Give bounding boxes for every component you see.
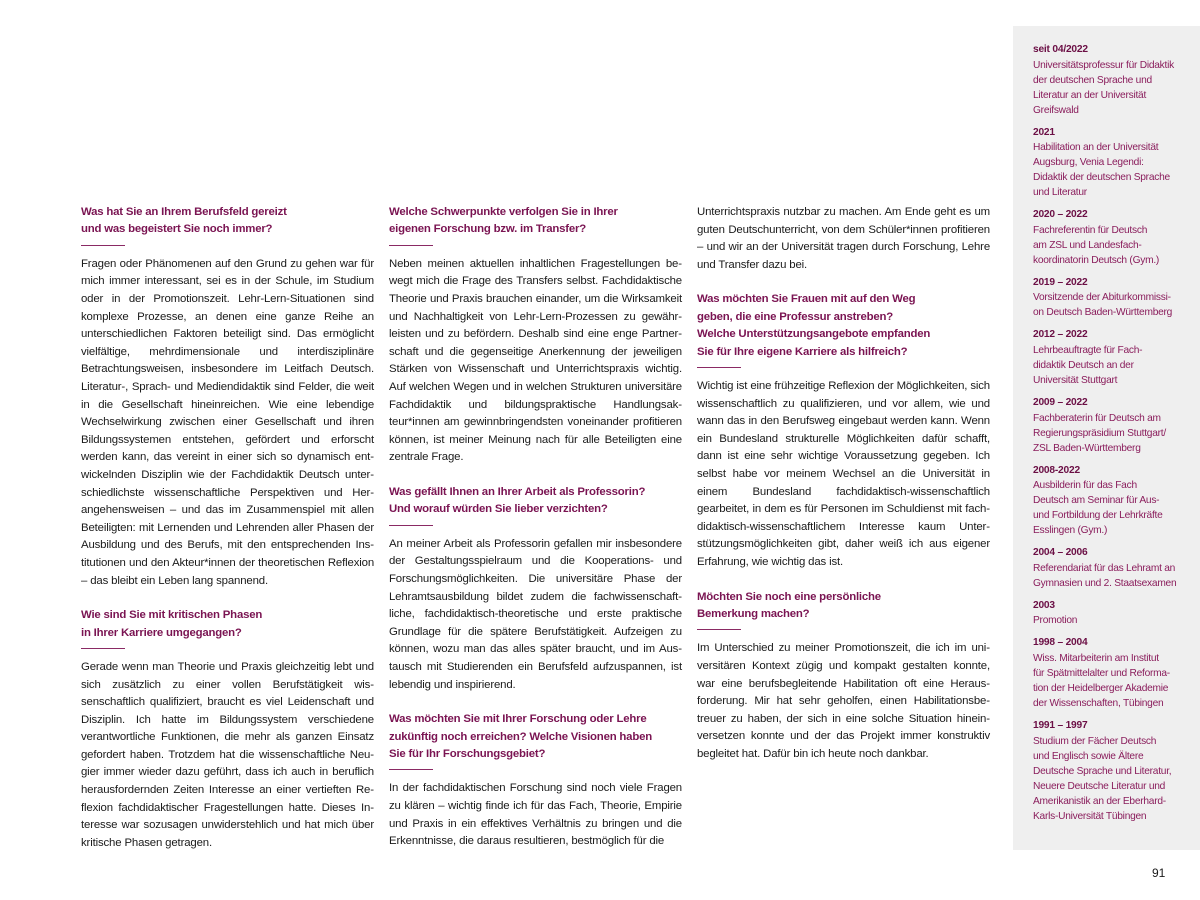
- cv-entry: [1033, 208, 1200, 268]
- page-number: 91: [1152, 866, 1166, 880]
- cv-description: Ausbilderin für das Fach Deutsch am Seminar für Aus- und Fortbildung der Lehrkräfte Esslingen (Gym.): [1033, 480, 1163, 537]
- cv-entry: [1033, 276, 1200, 321]
- cv-entry: [1033, 464, 1200, 539]
- answer-paragraph: Im Unterschied zu meiner Promotionszeit, die ich im universitären Kontext zügig und kompakt gestalten konnte, war eine berufsbegleitende Habilitation oft eine Herausforderung. Mir hat sehr geholfen, einen Habilitationsbetreuer zu haben, der sich in eine solche Situation hineinversetzen konnte und der das Projekt immer konstruktiv begleitet hat. Dafür bin ich heute noch dankbar.: [697, 642, 990, 760]
- question-heading: Wie sind Sie mit kritischen Phasen in Ihrer Karriere umgegangen?: [81, 609, 263, 639]
- cv-date: 1998 – 2004: [1033, 637, 1088, 649]
- heading-rule: [697, 367, 741, 368]
- cv-description: Fachberaterin für Deutsch am Regierungspräsidium Stuttgart/ ZSL Baden-Württemberg: [1033, 412, 1166, 454]
- cv-description: Promotion: [1033, 615, 1078, 627]
- cv-date: 2019 – 2022: [1033, 276, 1088, 288]
- cv-date: 2004 – 2006: [1033, 547, 1088, 559]
- interview-section: [389, 711, 682, 851]
- answer-paragraph: An meiner Arbeit als Professorin gefallen mir insbesondere der Gestaltungsspielraum und die Kooperations- und Forschungsmöglichkeiten. Die universitäre Phase der Lehramtsausbildung bildet zudem die fachwissenschaftliche, fachdidaktisch-theoretische und erste praktische Grundlage für die spätere Berufstätigkeit. Aufzeigen zu können, wozu man das alles später braucht, und im Austausch mit Studierenden ein Berufsfeld aufzuspannen, ist lebendig und inspirierend.: [389, 537, 682, 691]
- cv-description: Habilitation an der Universität Augsburg, Venia Legendi: Didaktik der deutschen Sprache und Literatur: [1033, 142, 1170, 199]
- cv-entry: [1033, 43, 1200, 118]
- cv-description: Fachreferentin für Deutsch am ZSL und Landesfach- koordinatorin Deutsch (Gym.): [1033, 224, 1160, 266]
- cv-sidebar: [1013, 26, 1200, 850]
- question-heading: Was hat Sie an Ihrem Berufsfeld gereizt und was begeistert Sie noch immer?: [81, 206, 287, 236]
- cv-description: Lehrbeauftragte für Fach- didaktik Deutsch an der Universität Stuttgart: [1033, 344, 1143, 386]
- heading-rule: [389, 245, 433, 246]
- cv-description: Referendariat für das Lehramt an Gymnasien und 2. Staatsexamen: [1033, 562, 1177, 589]
- interview-section: [81, 607, 374, 852]
- cv-entry: [1033, 328, 1200, 388]
- cv-date: 2012 – 2022: [1033, 329, 1088, 341]
- cv-entry: [1033, 599, 1200, 629]
- heading-rule: [697, 629, 741, 630]
- cv-date: 2003: [1033, 599, 1055, 611]
- heading-rule: [81, 648, 125, 649]
- cv-date: 2021: [1033, 126, 1055, 138]
- cv-date: 2020 – 2022: [1033, 209, 1088, 221]
- interview-column-1: [81, 204, 374, 869]
- interview-column-2: [389, 204, 682, 868]
- cv-entry: [1033, 636, 1200, 711]
- interview-section: [389, 484, 682, 694]
- cv-description: Studium der Fächer Deutsch und Englisch sowie Ältere Deutsche Sprache und Literatur, Neuere Deutsche Literatur und Amerikanistik an der Eberhard- Karls-Universität Tübingen: [1033, 735, 1172, 822]
- answer-paragraph: Wichtig ist eine frühzeitige Reflexion der Möglichkeiten, sich wissenschaftlich zu qualifizieren, und vor allem, wie und wann das in den Berufsweg eingebaut werden kann. Wenn ein Bundesland strukturelle Möglichkeiten dafür schafft, dann ist eine sehr wichtige Voraussetzung gegeben. Ich selbst habe vor meinem Wechsel an die Universität in einem Bundesland fachdidaktisch-wissenschaftlich gearbeitet, in dem es für Personen im Schuldienst mit fachdidaktisch-wissenschaftlichem Interesse kaum Unterstützungsmöglichkeiten gibt, daher weiß ich aus eigener Erfahrung, wie wichtig das ist.: [697, 380, 990, 568]
- question-heading: Welche Schwerpunkte verfolgen Sie in Ihrer eigenen Forschung bzw. im Transfer?: [389, 206, 618, 236]
- interview-section: [81, 204, 374, 590]
- answer-paragraph: Gerade wenn man Theorie und Praxis gleichzeitig lebt und sich zusätzlich zu einer vollen Berufstätigkeit wissenschaftlich qualifiziert, braucht es viel Leidenschaft und Disziplin. Ich hatte im Bildungssystem verschiedene verantwortliche Funktionen, die mehr als ganzen Einsatz gefordert haben. Trotzdem hat die wissenschaftliche Neugier immer wieder dazu geführt, dass ich auch in beruflich herausfordernden Zeiten Interesse an einer vertieften Reflexion fachdidaktischer Fragestellungen hatte. Dieses Interesse war sozusagen unwiderstehlich und hat mich über kritische Phasen getragen.: [81, 660, 374, 849]
- question-heading: Was möchten Sie Frauen mit auf den Weg geben, die eine Professur anstreben? Welche Unterstützungsangebote empfanden Sie für Ihre eigene Karriere als hilfreich?: [697, 293, 931, 358]
- interview-column-3: [697, 204, 990, 781]
- interview-section: [697, 291, 990, 571]
- answer-paragraph: In der fachdidaktischen Forschung sind noch viele Fragen zu klären – wichtig finde ich für das Fach, Theorie, Empirie und Praxis in ein effektives Verhältnis zu bringen und die Erkenntnisse, die daraus resultieren, bestmöglich für die: [389, 782, 682, 848]
- question-heading: Was gefällt Ihnen an Ihrer Arbeit als Professorin? Und worauf würden Sie lieber verzichten?: [389, 485, 646, 516]
- cv-entry: [1033, 396, 1200, 456]
- answer-paragraph: Fragen oder Phänomenen auf den Grund zu gehen war für mich immer interessant, sei es in der Schule, im Studium oder in der Promotionszeit. Lehr-Lern-Situationen sind komplexe Prozesse, an denen eine ganze Reihe an unterschiedlichen Faktoren beteiligt sind. Das ermöglicht vielfältige, mehrdimensionale und interdisziplinäre Betrachtungsweisen, insbesondere im Leitfach Deutsch. Literatur-, Sprach- und Mediendidaktik sind Felder, die weit in die Gesellschaft hineinreichen. Wie eine lebendige Wechselwirkung zwischen einer Gesellschaft und ihren Bildungssystemen entstehen, gefördert und erforscht werden kann, das vereint in einer sich so dynamisch entwickelnden Disziplin wie der Fachdidaktik Deutsch unterschiedlichste wissenschaftliche Perspektiven und Herangehensweisen – und das im Zusammenspiel mit allen Beteiligten: mit Lernenden und Lehrenden aller Phasen der Ausbildung und des Berufs, mit den entsprechenden Institutionen und den Akteur*innen der theoretischen Reflexion – das bleibt ein Leben lang spannend.: [81, 257, 374, 587]
- heading-rule: [389, 769, 433, 770]
- question-heading: Möchten Sie noch eine persönliche Bemerkung machen?: [697, 590, 881, 620]
- cv-date: 1991 – 1997: [1033, 719, 1088, 731]
- question-heading: Was möchten Sie mit Ihrer Forschung oder Lehre zukünftig noch erreichen? Welche Visionen haben Sie für Ihr Forschungsgebiet?: [389, 713, 652, 760]
- cv-date: seit 04/2022: [1033, 44, 1088, 55]
- cv-entry: [1033, 126, 1200, 201]
- cv-date: 2009 – 2022: [1033, 396, 1088, 408]
- answer-paragraph: Neben meinen aktuellen inhaltlichen Fragestellungen bewegt mich die Frage des Transfers selbst. Fachdidaktische Theorie und Praxis brauchen einander, um die Wirksamkeit und Nachhaltigkeit von Lehr-Lern-Prozessen zu gewährleisten und zu befördern. Deshalb sind eine enge Partnerschaft und die gegenseitige Anerkennung der jeweiligen Stärken von Wissenschaft und Unterrichtspraxis wichtig. Auf welchen Wegen und in welchen Strukturen universitäre Fachdidaktik und bildungspraktische Handlungsakteur*innen am gewinnbringendsten voneinander profitieren können, ist meiner Meinung nach für alle Beteiligten eine zentrale Frage.: [389, 257, 682, 464]
- cv-description: Wiss. Mitarbeiterin am Institut für Spätmittelalter und Reforma- tion der Heidelberger Akademie der Wissenschaften, Tübingen: [1033, 652, 1170, 709]
- heading-rule: [389, 525, 433, 526]
- cv-entry: [1033, 546, 1200, 591]
- cv-date: 2008-2022: [1033, 464, 1080, 476]
- continued-paragraph: Unterrichtspraxis nutzbar zu machen. Am Ende geht es um guten Deutschunterricht, von dem Schüler*innen profitieren – und wir an der Universität tragen durch Forschung, Lehre und Transfer dazu bei.: [697, 206, 990, 271]
- interview-section: [697, 589, 990, 764]
- cv-description: Universitätsprofessur für Didaktik der deutschen Sprache und Literatur an der Universität Greifswald: [1033, 59, 1174, 116]
- interview-section: [389, 204, 682, 467]
- cv-entry: [1033, 719, 1200, 824]
- cv-description: Vorsitzende der Abiturkommissi- on Deutsch Baden-Württemberg: [1033, 292, 1173, 319]
- heading-rule: [81, 245, 125, 246]
